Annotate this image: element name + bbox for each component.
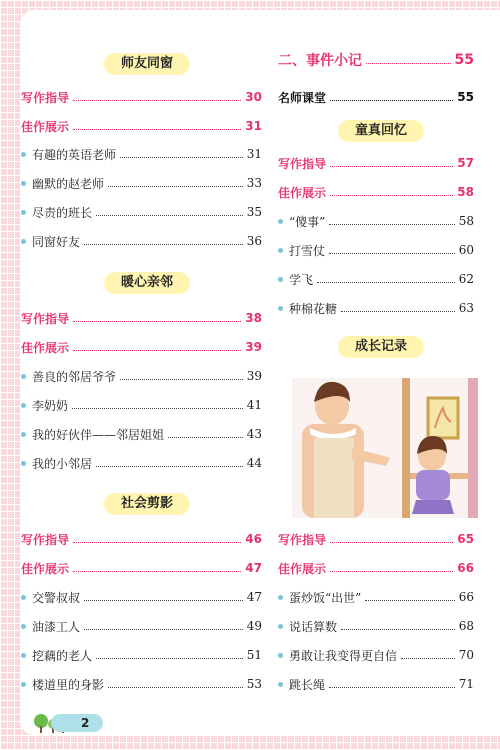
section-title: 暖心亲邻 (104, 272, 190, 294)
bullet-icon (21, 653, 26, 658)
bullet-icon (21, 461, 26, 466)
toc-entry[interactable]: 写作指导 65 (278, 532, 474, 547)
section-title: 社会剪影 (104, 493, 190, 515)
bullet-icon (21, 624, 26, 629)
toc-entry[interactable]: 交警叔叔 47 (21, 586, 262, 608)
bullet-icon (21, 374, 26, 379)
toc-entry[interactable]: 跳长绳 71 (278, 673, 474, 695)
toc-entry[interactable]: 我的好伙伴——邻居姐姐 43 (21, 423, 262, 445)
bullet-icon (21, 239, 26, 244)
toc-entry[interactable]: 佳作展示 58 (278, 185, 474, 200)
section-title: 成长记录 (338, 336, 424, 358)
toc-entry[interactable]: 佳作展示 39 (21, 340, 262, 355)
toc-entry[interactable]: 有趣的英语老师 31 (21, 143, 262, 165)
page-number: 2 (51, 714, 103, 732)
section-title: 师友同窗 (104, 53, 190, 75)
bullet-icon (278, 624, 283, 629)
father-daughter-illustration (292, 378, 478, 518)
toc-entry[interactable]: 写作指导 46 (21, 532, 262, 547)
bullet-icon (21, 595, 26, 600)
toc-entry[interactable]: 我的小邻居 44 (21, 452, 262, 474)
bullet-icon (278, 653, 283, 658)
toc-entry[interactable]: 打雪仗 60 (278, 239, 474, 261)
toc-entry[interactable]: 幽默的赵老师 33 (21, 172, 262, 194)
toc-entry[interactable]: 写作指导 38 (21, 311, 262, 326)
toc-entry[interactable]: 说话算数 68 (278, 615, 474, 637)
toc-entry[interactable]: 楼道里的身影 53 (21, 673, 262, 695)
bullet-icon (21, 432, 26, 437)
bullet-icon (21, 152, 26, 157)
toc-entry[interactable]: 名师课堂 55 (278, 90, 474, 105)
toc-entry[interactable]: 勇敢让我变得更自信 70 (278, 644, 474, 666)
bullet-icon (278, 219, 283, 224)
bullet-icon (278, 682, 283, 687)
toc-entry[interactable]: 善良的邻居爷爷 39 (21, 365, 262, 387)
toc-entry[interactable]: 挖藕的老人 51 (21, 644, 262, 666)
chapter-entry[interactable]: 二、事件小记 55 (278, 52, 474, 69)
toc-entry[interactable]: 蛋炒饭“出世” 66 (278, 586, 474, 608)
toc-entry[interactable]: 油漆工人 49 (21, 615, 262, 637)
toc-entry[interactable]: “傻事” 58 (278, 210, 474, 232)
toc-entry[interactable]: 佳作展示 66 (278, 561, 474, 576)
toc-entry[interactable]: 佳作展示 31 (21, 119, 262, 134)
growth-illustration (292, 378, 478, 518)
bullet-icon (278, 277, 283, 282)
toc-entry[interactable]: 写作指导 57 (278, 156, 474, 171)
toc-entry[interactable]: 尽责的班长 35 (21, 201, 262, 223)
bullet-icon (278, 595, 283, 600)
toc-entry[interactable]: 佳作展示 47 (21, 561, 262, 576)
toc-entry[interactable]: 学飞 62 (278, 268, 474, 290)
toc-entry[interactable]: 同窗好友 36 (21, 230, 262, 252)
bullet-icon (278, 306, 283, 311)
bullet-icon (278, 248, 283, 253)
bullet-icon (21, 210, 26, 215)
bullet-icon (21, 682, 26, 687)
bullet-icon (21, 403, 26, 408)
footer (33, 712, 103, 734)
toc-entry[interactable]: 李奶奶 41 (21, 394, 262, 416)
section-title: 童真回忆 (338, 120, 424, 142)
toc-entry[interactable]: 写作指导 30 (21, 90, 262, 105)
toc-entry[interactable]: 种棉花糖 63 (278, 297, 474, 319)
bullet-icon (21, 181, 26, 186)
